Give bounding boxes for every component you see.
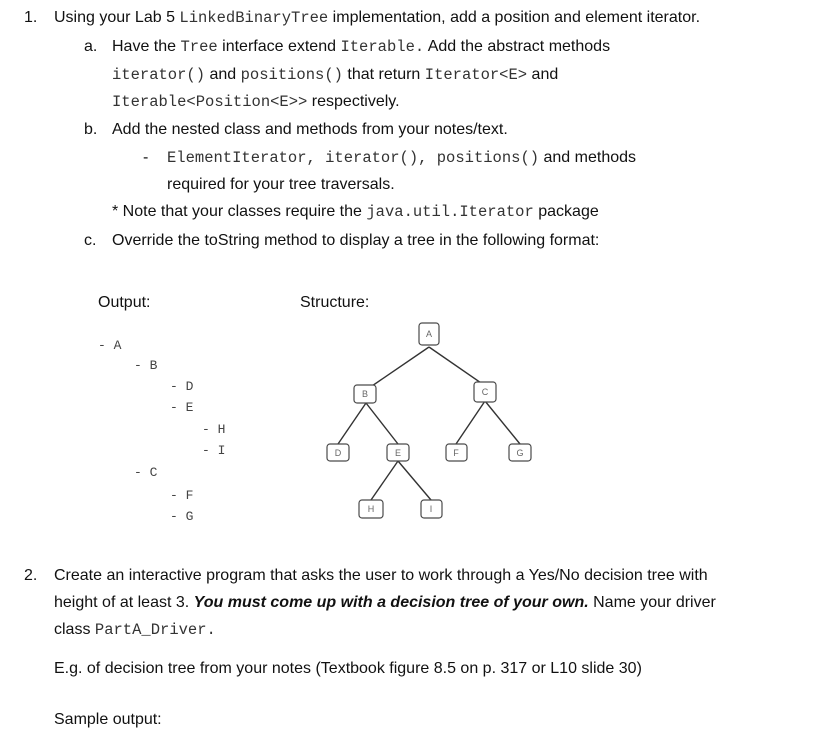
output-line-f: - F (170, 488, 194, 503)
tree-node-h-label: H (367, 504, 375, 514)
q1b-note-post: package (533, 203, 599, 220)
tree-node-g (509, 444, 531, 461)
output-line-e: - E (170, 400, 194, 415)
q1b-letter: b. (84, 121, 98, 138)
q1a-line1-post: Add the abstract methods (424, 38, 611, 55)
q2-line3 (54, 620, 216, 640)
q1a-line1-pre: Have the (112, 38, 181, 55)
tree-node-i (421, 500, 442, 518)
tree-node-a-label: A (425, 329, 433, 339)
q2-line3-pre: class (54, 621, 95, 638)
q1a-code-iterable: Iterable. (340, 38, 425, 56)
tree-node-c-label: C (481, 387, 489, 397)
tree-node-h (359, 500, 383, 518)
q1b-note-pre: * Note that your classes require the (112, 203, 367, 220)
q2-line2-post: Name your driver (588, 594, 716, 611)
q1c-line1: Override the toString method to display a tree in the following format: (112, 232, 600, 249)
structure-label: Structure: (300, 294, 370, 311)
q1b-line1: Add the nested class and methods from your notes/text. (112, 121, 508, 138)
edge-b-e (366, 403, 398, 444)
q1b-note (112, 202, 599, 222)
output-line-i: - I (202, 443, 226, 458)
edge-b-d (338, 403, 366, 444)
q1a-line2 (112, 65, 558, 85)
q1-number: 1. (24, 9, 38, 26)
q2-number: 2. (24, 567, 38, 584)
tree-node-i-label: I (429, 504, 433, 514)
tree-node-d (327, 444, 349, 461)
edge-e-h (371, 461, 398, 500)
q1c-letter: c. (84, 232, 97, 249)
q1a-code-tree: Tree (180, 38, 218, 56)
q1a-line3 (112, 92, 400, 112)
q1b-code-methods: ElementIterator, iterator(), positions() (167, 149, 540, 167)
q1a-code-iterator-e: Iterator<E> (424, 66, 528, 84)
output-line-c: - C (134, 465, 158, 480)
q1a-code-iterable-position: Iterable<Position<E>> (112, 93, 308, 111)
tree-node-d-label: D (334, 448, 342, 458)
tree-node-e (387, 444, 409, 461)
q1a-line2-mid2: that return (342, 66, 425, 83)
q1b-code-package: java.util.Iterator (366, 203, 534, 221)
q1a-letter: a. (84, 38, 98, 55)
tree-node-a (419, 323, 439, 345)
edge-c-g (485, 401, 520, 444)
output-line-h: - H (202, 422, 226, 437)
tree-node-c (474, 382, 496, 402)
tree-node-f-label: F (453, 448, 459, 458)
output-label: Output: (98, 294, 151, 311)
q1a-line2-post: and (527, 66, 559, 83)
q1-heading (54, 8, 700, 28)
tree-node-e-label: E (394, 448, 402, 458)
tree-node-f (446, 444, 467, 461)
q2-sample-output: Sample output: (54, 711, 162, 728)
q1b-line2 (167, 148, 636, 168)
q1a-line1 (112, 37, 610, 57)
q1-heading-pre: Using your Lab 5 (54, 9, 180, 26)
edge-a-b (369, 347, 429, 388)
output-line-d: - D (170, 379, 194, 394)
q1b-dash: - (143, 149, 149, 166)
output-line-g: - G (170, 509, 194, 524)
edge-a-c (429, 347, 484, 385)
tree-node-g-label: G (516, 448, 524, 458)
q1-heading-post: implementation, add a position and element iterator. (328, 9, 701, 26)
output-line-b: - B (134, 358, 158, 373)
q1a-line2-mid1: and (205, 66, 241, 83)
q2-line2-bold: You must come up with a decision tree of your own. (193, 594, 589, 611)
q1a-code-iterator: iterator() (112, 66, 206, 84)
edge-c-f (456, 401, 485, 444)
tree-node-b-label: B (361, 389, 369, 399)
tree-node-b (354, 385, 376, 403)
tree-structure-diagram (300, 318, 560, 528)
tree-edges (338, 347, 520, 500)
q1a-line3-post: respectively. (307, 93, 400, 110)
q2-line1: Create an interactive program that asks the user to work through a Yes/No decision tree with (54, 567, 708, 584)
q2-line2-pre: height of at least 3. (54, 594, 194, 611)
q2-line2 (54, 593, 716, 613)
output-line-a: - A (98, 338, 122, 353)
q1a-code-positions: positions() (240, 66, 343, 84)
q2-example: E.g. of decision tree from your notes (Textbook figure 8.5 on p. 317 or L10 slide 30) (54, 660, 642, 677)
q1b-line3: required for your tree traversals. (167, 176, 395, 193)
q2-code-driver: PartA_Driver. (94, 621, 216, 639)
q1-heading-code: LinkedBinaryTree (179, 9, 329, 27)
edge-e-i (398, 461, 431, 500)
q1b-line2-post: and methods (539, 149, 637, 166)
q1a-line1-mid: interface extend (217, 38, 341, 55)
